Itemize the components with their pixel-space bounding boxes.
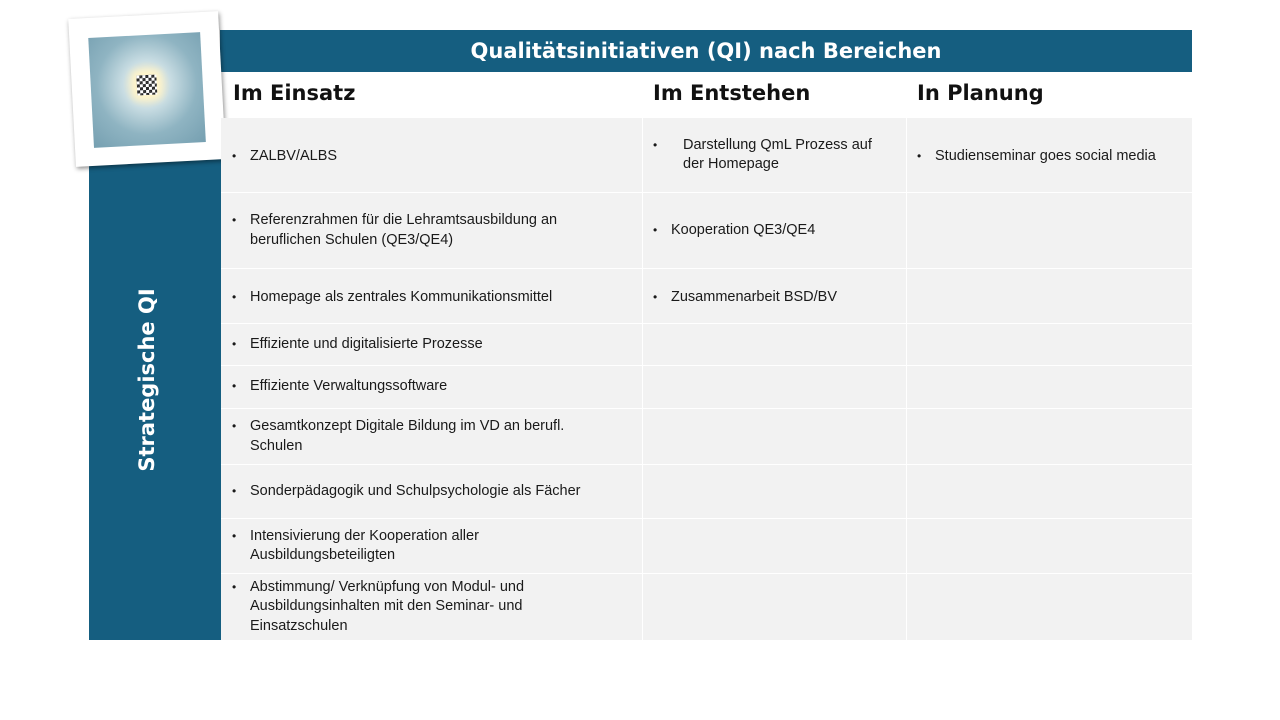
cell-in-planung (907, 193, 1192, 268)
bullet-icon: • (917, 149, 922, 163)
cell-im-einsatz (221, 465, 642, 518)
list-item: • Sonderpädagogik und Schulpsychologie als Fächer (250, 482, 620, 502)
cell-in-planung (907, 118, 1192, 192)
cell-in-planung (907, 465, 1192, 518)
bullet-icon: • (653, 137, 658, 152)
bullet-icon: • (232, 483, 237, 498)
header-im-entstehen: Im Entstehen (653, 81, 811, 105)
list-item: • Effiziente und digitalisierte Prozesse (250, 335, 620, 355)
table-header-row (221, 72, 1192, 118)
table-row (221, 193, 1192, 269)
cell-in-planung (907, 409, 1192, 464)
cell-in-planung (907, 324, 1192, 365)
bullet-icon: • (232, 213, 237, 227)
list-item: • Effiziente Verwaltungssoftware (250, 377, 620, 397)
cell-im-einsatz (221, 118, 642, 192)
cell-im-einsatz (221, 519, 642, 573)
cell-im-entstehen (643, 409, 906, 464)
cell-in-planung (907, 269, 1192, 323)
cell-im-einsatz (221, 574, 642, 640)
bullet-icon: • (232, 149, 237, 163)
cell-im-entstehen (643, 519, 906, 573)
table-row (221, 324, 1192, 366)
photo-frame (68, 11, 226, 167)
list-item: • Intensivierung der Kooperation aller Ausbildungsbeteiligten (232, 527, 479, 563)
bullet-icon: • (232, 336, 237, 351)
cell-im-einsatz (221, 409, 642, 464)
table-row (221, 118, 1192, 193)
decorative-photo (88, 32, 206, 148)
cell-im-entstehen (643, 269, 906, 323)
bullet-icon: • (653, 222, 658, 237)
list-item: • Gesamtkonzept Digitale Bildung im VD an berufl. Schulen (232, 418, 565, 454)
bullet-icon: • (232, 528, 237, 543)
table-row (221, 519, 1192, 574)
checkerboard-image (136, 74, 157, 95)
cell-im-entstehen (643, 324, 906, 365)
cell-im-einsatz (221, 324, 642, 365)
cell-im-entstehen (643, 193, 906, 268)
list-item: • Referenzrahmen für die Lehramtsausbildung an beruflichen Schulen (QE3/QE4) (232, 212, 558, 248)
table-row (221, 574, 1192, 640)
cell-im-entstehen (643, 118, 906, 192)
cell-im-entstehen (643, 574, 906, 640)
side-label: Strategische QI (135, 288, 159, 472)
cell-im-entstehen (643, 465, 906, 518)
bullet-icon: • (232, 579, 237, 594)
bullet-icon: • (232, 290, 237, 304)
list-item: • Darstellung QmL Prozess auf der Homepage (653, 136, 872, 172)
list-item: • Studienseminar goes social media (935, 147, 1185, 167)
table-row (221, 465, 1192, 519)
cell-im-entstehen (643, 366, 906, 408)
slide-title: Qualitätsinitiativen (QI) nach Bereichen (220, 30, 1192, 72)
header-in-planung: In Planung (917, 81, 1044, 105)
bullet-icon: • (232, 379, 237, 394)
table-row (221, 366, 1192, 409)
list-item: • Homepage als zentrales Kommunikationsmittel (250, 288, 620, 308)
cell-im-einsatz (221, 269, 642, 323)
header-im-einsatz: Im Einsatz (233, 81, 356, 105)
table-row (221, 409, 1192, 465)
list-item: • ZALBV/ALBS (250, 147, 620, 167)
cell-in-planung (907, 574, 1192, 640)
list-item: • Zusammenarbeit BSD/BV (671, 288, 896, 308)
cell-im-einsatz (221, 193, 642, 268)
list-item: • Kooperation QE3/QE4 (671, 221, 896, 241)
bullet-icon: • (232, 419, 237, 433)
list-item: • Abstimmung/ Verknüpfung von Modul- und Ausbildungsinhalten mit den Seminar- und Einsatzschulen (232, 578, 525, 634)
table-row (221, 269, 1192, 324)
cell-im-einsatz (221, 366, 642, 408)
bullet-icon: • (653, 290, 658, 304)
cell-in-planung (907, 519, 1192, 573)
cell-in-planung (907, 366, 1192, 408)
